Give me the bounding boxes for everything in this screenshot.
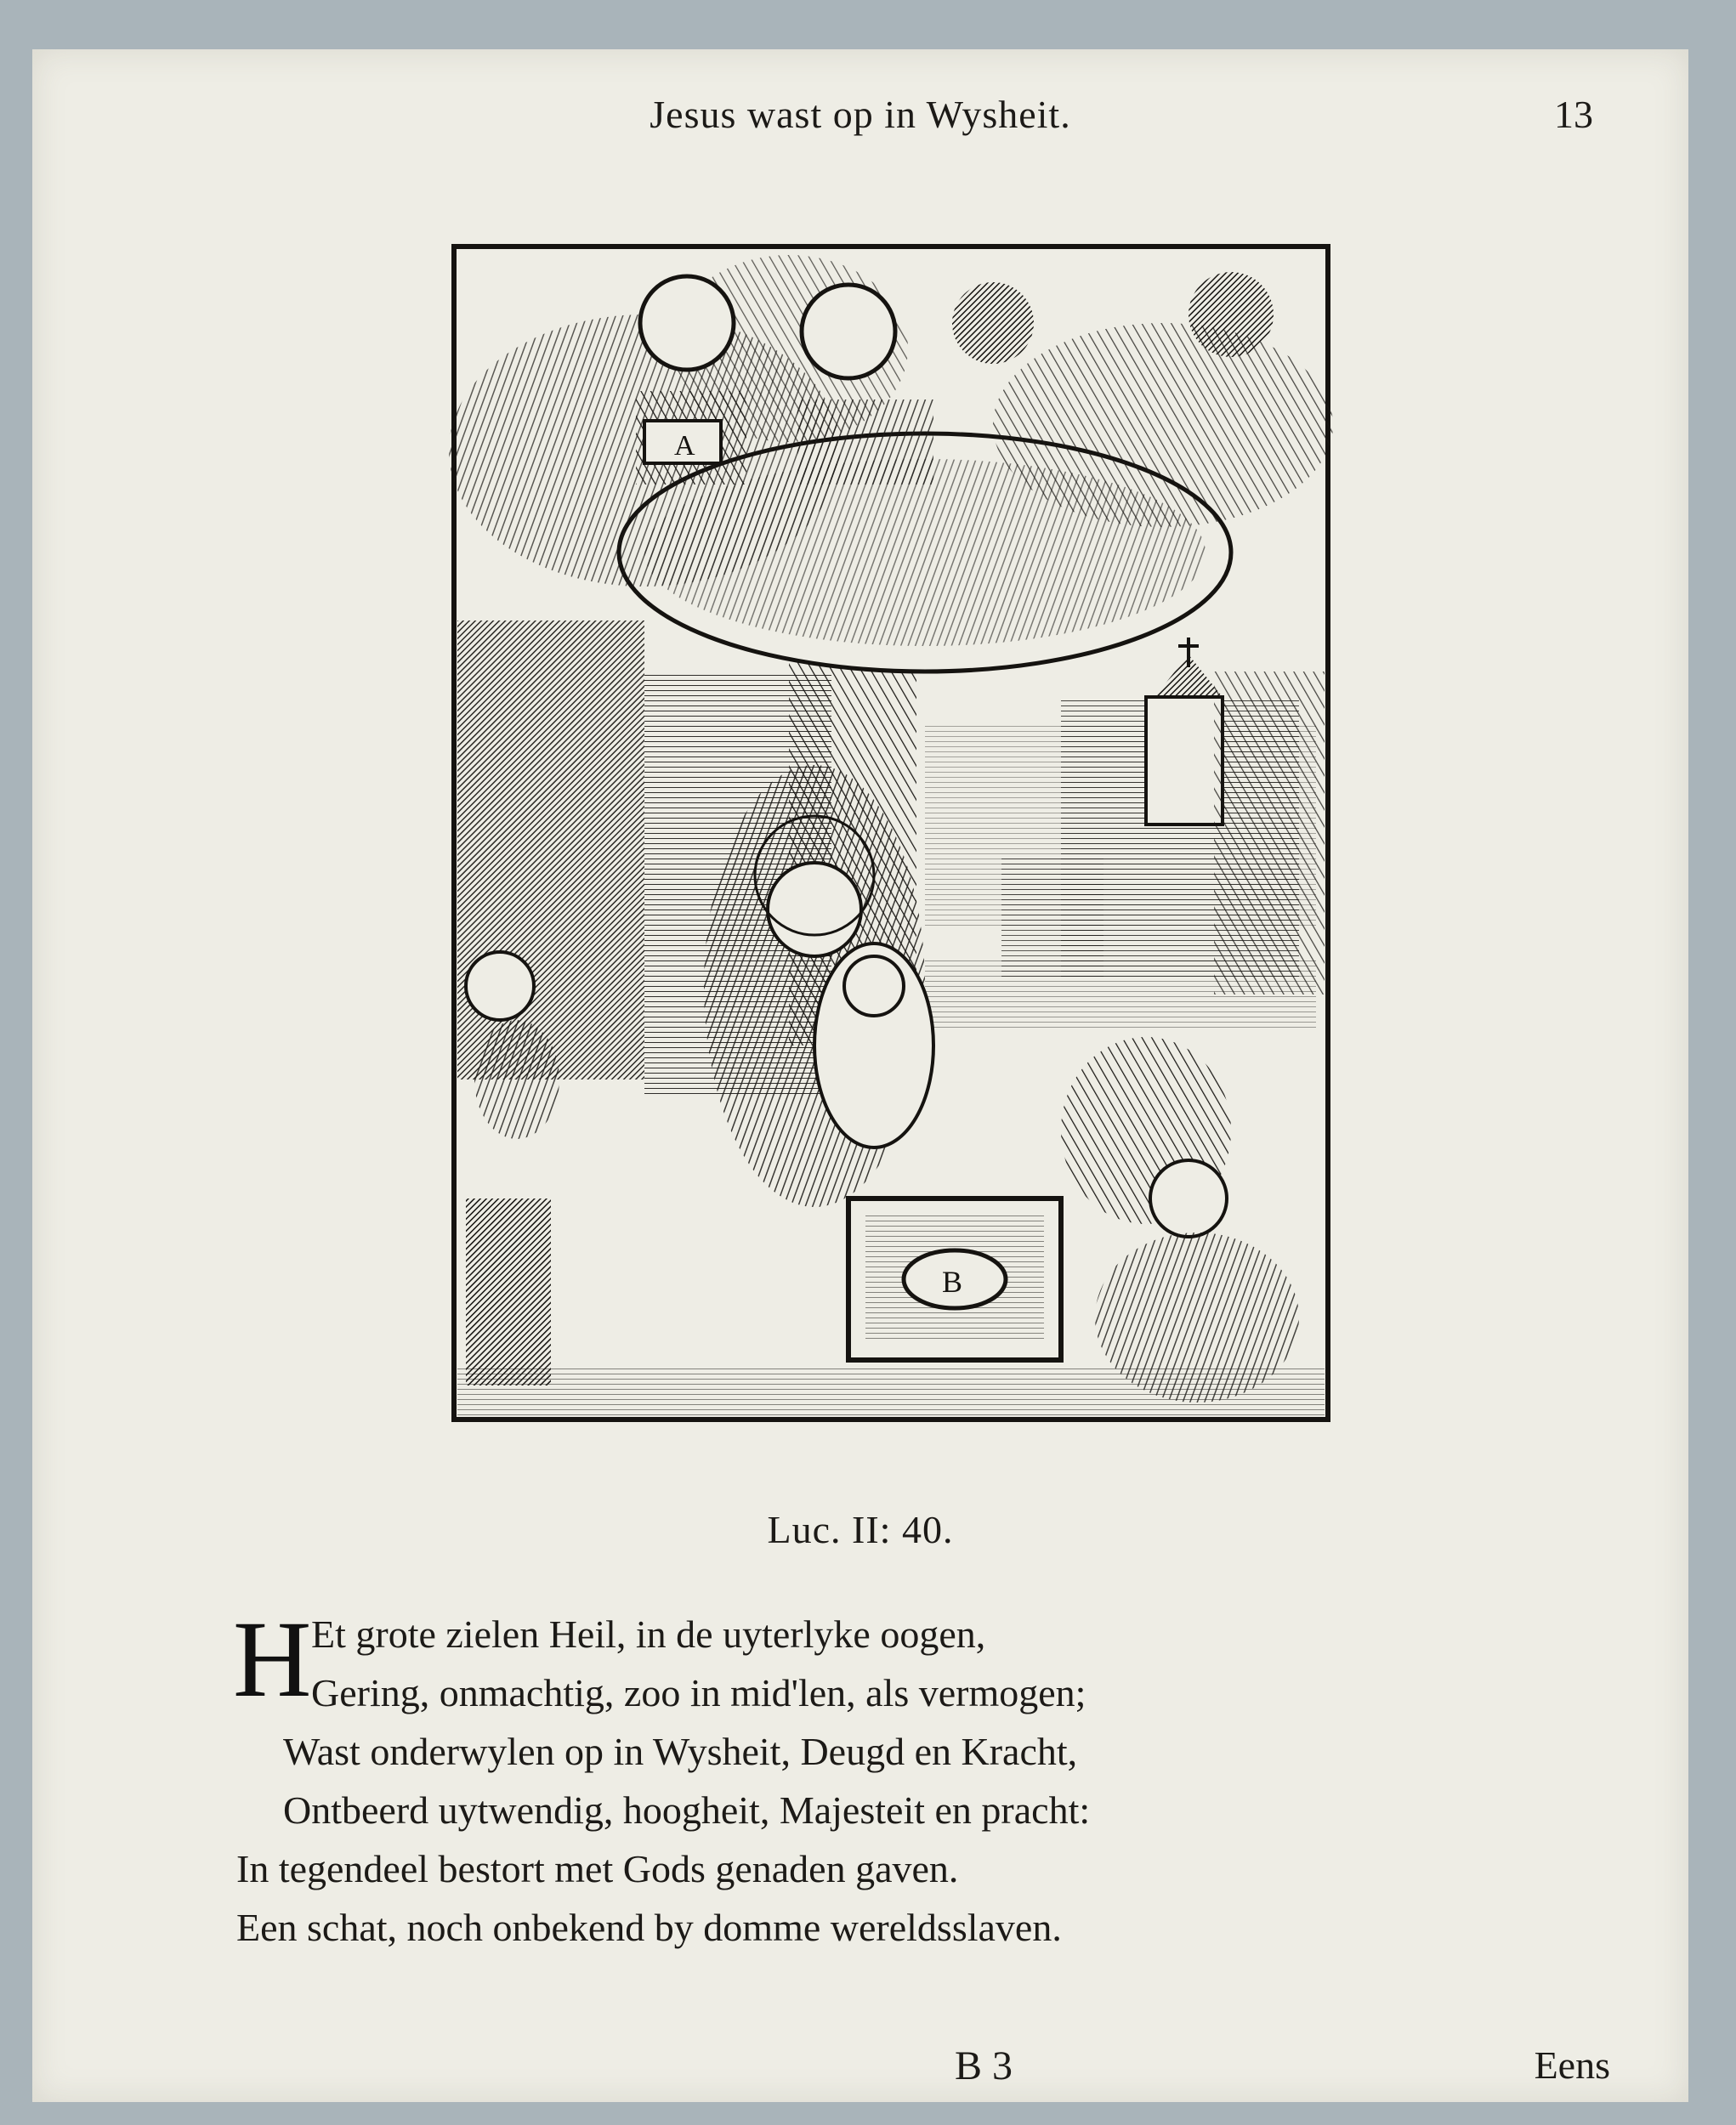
woodcut-letter-a: A [674, 430, 695, 462]
scripture-reference: Luc. II: 40. [767, 1508, 954, 1551]
poem-line: Wast onderwylen op in Wysheit, Deugd en Kracht, [283, 1730, 1078, 1773]
poem-line: Ontbeerd uytwendig, hoogheit, Majesteit en pracht: [283, 1788, 1091, 1832]
woodcut-illustration [449, 196, 1333, 1428]
page-number: 13 [1554, 93, 1593, 136]
poem-line: In tegendeel bestort met Gods genaden gaven. [236, 1847, 959, 1890]
woodcut-letter-b: B [942, 1265, 963, 1299]
poem-line: Gering, onmachtig, zoo in mid'len, als vermogen; [311, 1671, 1086, 1714]
book-page [32, 49, 1688, 2102]
running-title: Jesus wast op in Wysheit. [650, 93, 1071, 136]
poem-line: Een schat, noch onbekend by domme wereldsslaven. [236, 1906, 1062, 1949]
signature-mark: B 3 [955, 2043, 1013, 2088]
poem-line: Et grote zielen Heil, in de uyterlyke oogen, [311, 1612, 986, 1656]
catchword: Eens [1534, 2043, 1610, 2087]
poem [233, 1599, 1512, 1957]
drop-cap: H [233, 1599, 312, 1720]
